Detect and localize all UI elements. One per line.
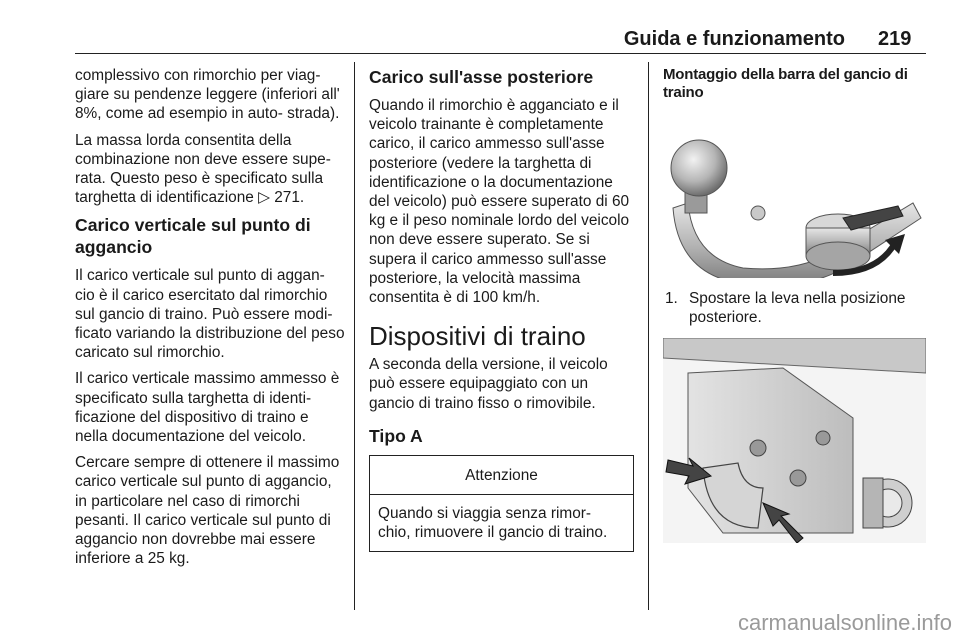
- watermark: carmanualsonline.info: [737, 610, 952, 635]
- column-right: [663, 66, 926, 548]
- caution-box: [369, 455, 634, 553]
- section-heading: Carico sull'asse posteriore: [369, 67, 594, 87]
- instruction-step: [663, 289, 926, 327]
- step-text: Spostare la leva nella posizione posteriore.: [689, 290, 906, 327]
- section-heading: Tipo A: [369, 425, 423, 446]
- paragraph: Il carico verticale massimo ammesso è specificato sulla targhetta di identi- ficazione del dispositivo di traino e nella documentazione del veicolo.: [75, 370, 340, 446]
- column-divider: [354, 62, 355, 610]
- paragraph: Cercare sempre di ottenere il massimo carico verticale sul punto di aggancio, in particolare nel caso di rimorchi pesanti. Il carico verticale sul punto di aggancio non dovrebbe mai essere inferiore a 25 kg.: [75, 454, 340, 568]
- caution-text: Quando si viaggia senza rimor- chio, rimuovere il gancio di traino.: [378, 505, 608, 542]
- page-header-title: Guida e funzionamento: [623, 28, 845, 50]
- column-middle: [369, 66, 634, 552]
- section-heading: Montaggio della barra del gancio di traino: [663, 66, 908, 101]
- section-heading: Carico verticale sul punto di aggancio: [75, 215, 311, 258]
- chapter-heading: Dispositivi di traino: [369, 321, 586, 352]
- paragraph: Il carico verticale sul punto di aggan- cio è il carico esercitato dal rimorchio sul gancio di traino. Può essere modi- ficato variando la distribuzione del peso caricato sul rimorchio.: [75, 267, 345, 362]
- paragraph: Quando il rimorchio è agganciato e il veicolo trainante è completamente carico, il carico ammesso sull'asse posteriore (vedere la targhetta di identificazione o la documentazione del veicolo) può essere superato di 60 kg e il peso nominale lordo del veicolo non deve essere superato. Se si supera il carico ammesso sull'asse posteriore, la velocità massima consentita è di 100 km/h.: [369, 97, 630, 307]
- caution-title: Attenzione: [370, 456, 633, 495]
- tow-bar-illustration: [663, 108, 926, 278]
- step-number: 1.: [665, 290, 678, 308]
- paragraph: A seconda della versione, il veicolo può essere equipaggiato con un gancio di traino fisso o rimovibile.: [369, 356, 608, 412]
- column-left: [75, 66, 345, 575]
- tow-bar-receiver-illustration: [663, 338, 926, 543]
- page-number: 219: [878, 28, 912, 50]
- column-divider: [648, 62, 649, 610]
- paragraph: La massa lorda consentita della combinazione non deve essere supe- rata. Questo peso è specificato sulla targhetta di identificazione ▷ 271.: [75, 131, 331, 207]
- header-rule: [75, 53, 926, 54]
- paragraph: complessivo con rimorchio per viag- giare su pendenze leggere (inferiori all' 8%, come ad esempio in auto- strada).: [75, 67, 340, 123]
